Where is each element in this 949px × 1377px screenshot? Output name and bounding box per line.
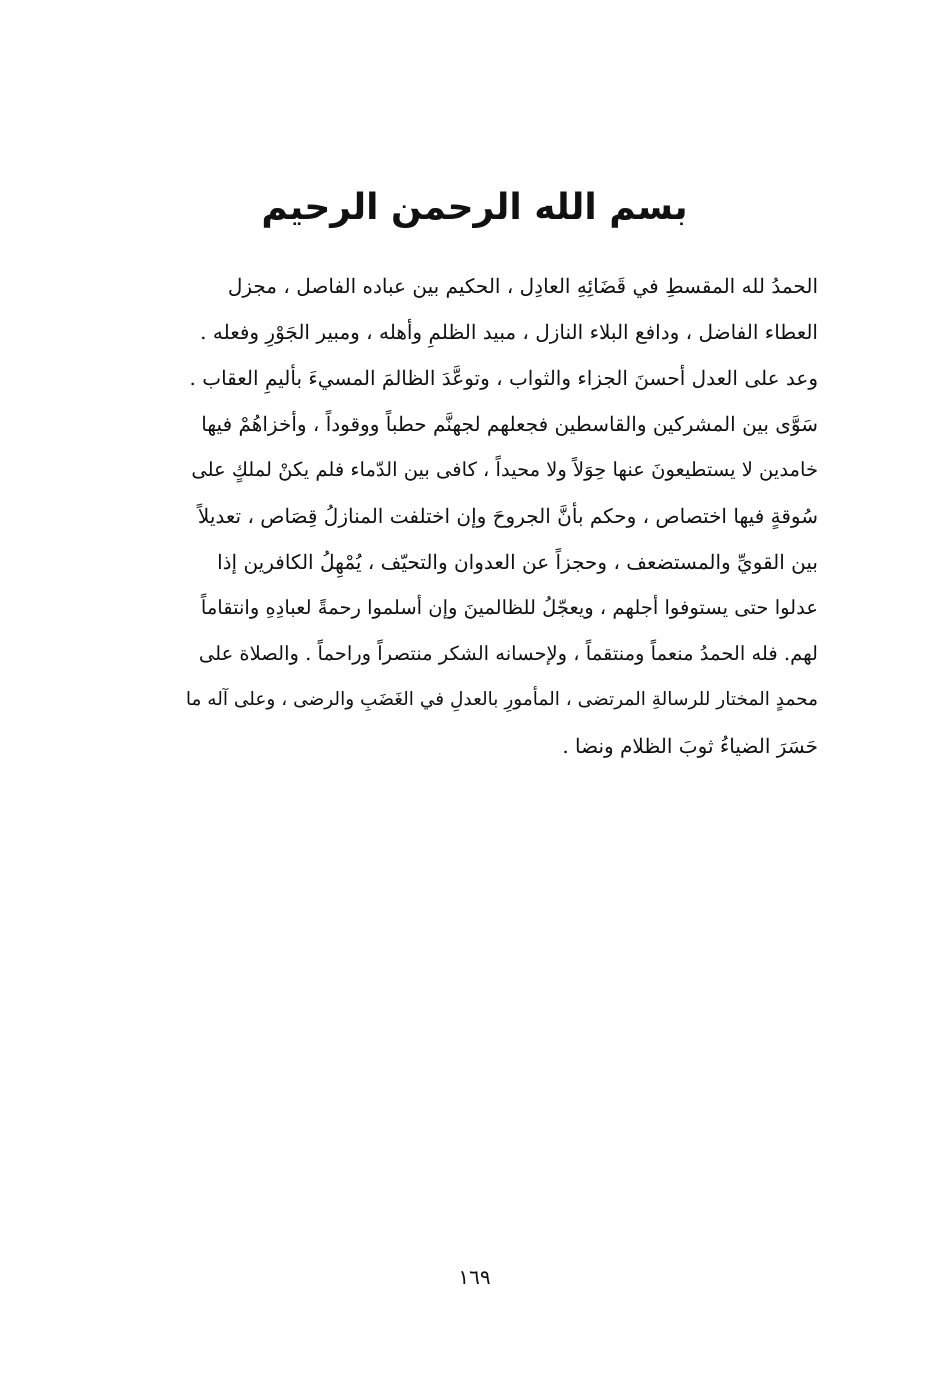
text-line: لهم. فله الحمدُ منعماً ومنتقماً ، ولإحسانه الشكر منتصراً وراحماً . والصلاة على <box>198 642 818 665</box>
text-line: وعد على العدل أحسنَ الجزاء والثواب ، وتوعَّدَ الظالمَ المسيءَ بأليمِ العقاب . <box>189 366 818 390</box>
text-line: الحمدُ لله المقسطِ في قَضَائِهِ العادِل ، الحكيم بين عباده الفاصل ، مجزل <box>227 274 818 298</box>
text-line: حَسَرَ الضياءُ ثوبَ الظلام ونضا . <box>562 734 818 758</box>
text-line: محمدٍ المختار للرسالةِ المرتضى ، المأمورِ بالعدلِ في الغَضَبِ والرضى ، وعلى آله ما <box>186 689 818 710</box>
body-paragraph <box>186 263 818 769</box>
text-line: العطاء الفاضل ، ودافع البلاء النازل ، مبيد الظلمِ وأهله ، ومبير الجَوْرِ وفعله . <box>200 320 818 344</box>
text-line: سُوقةٍ فيها اختصاص ، وحكم بأنَّ الجروحَ وإن اختلفت المنازلُ قِصَاص ، تعديلاً <box>197 504 818 528</box>
text-line: عدلوا حتى يستوفوا أجلهم ، ويعجّلُ للظالمينَ وإن أسلموا رحمةً لعبادِهِ وانتقاماً <box>200 596 818 619</box>
page-number: ١٦٩ <box>458 1265 491 1289</box>
text-line: بين القويِّ والمستضعف ، وحجزاً عن العدوان والتحيّف ، يُمْهِلُ الكافرين إذا <box>217 550 818 574</box>
text-line: سَوَّى بين المشركين والقاسطين فجعلهم لجهنَّم حطباً ووقوداً ، وأخزاهُمْ فيها <box>201 412 818 436</box>
page-heading: بسم الله الرحمن الرحيم <box>261 187 688 228</box>
text-line: خامدين لا يستطيعونَ عنها حِوَلاً ولا محيداً ، كافى بين الدّماء فلم يكنْ لملكٍ على <box>191 458 818 481</box>
